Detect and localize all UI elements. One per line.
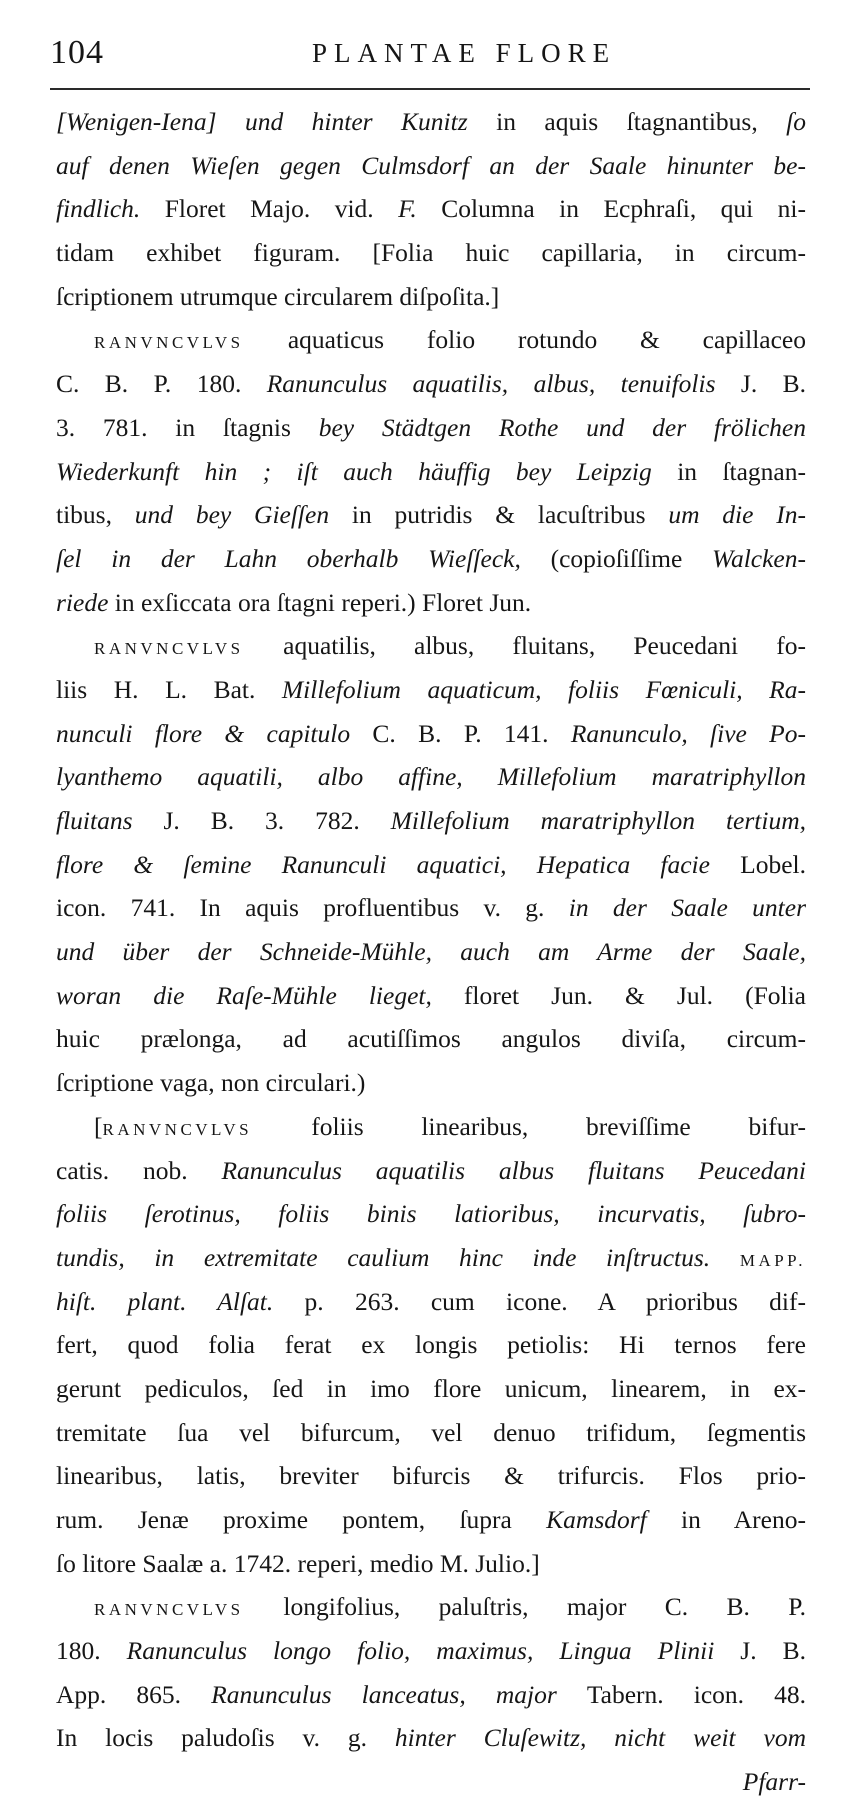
text-line — [56, 1585, 806, 1629]
italic-text: Walcken- — [712, 543, 806, 573]
text-line — [56, 1323, 806, 1367]
text-line — [56, 668, 806, 712]
text-line — [56, 1498, 806, 1542]
roman-text: liis H. L. Bat. — [56, 674, 282, 704]
roman-text: tremitate ſua vel bifurcum, vel denuo trifidum, ſegmentis — [56, 1417, 806, 1447]
page-number: 104 — [50, 34, 104, 71]
text-line — [56, 1367, 806, 1411]
italic-text: Ranunculus longo folio, maximus, Lingua Plinii — [126, 1636, 741, 1666]
roman-text: ſo litore Saalæ a. 1742. reperi, medio M. Julio.] — [56, 1548, 540, 1578]
text-line — [56, 144, 806, 188]
roman-text: catis. nob. — [56, 1155, 222, 1185]
text-line — [56, 1716, 806, 1760]
italic-text: Wiederkunft hin ; iſt auch häuffig bey Leipzig — [56, 456, 678, 486]
roman-text: C. B. P. 141. — [372, 718, 571, 748]
italic-text: Ranunculo, ſive Po- — [570, 718, 806, 748]
text-line — [56, 1105, 806, 1149]
text-line — [56, 1192, 806, 1236]
italic-text: Kamsdorf — [546, 1505, 682, 1534]
roman-text: in Areno- — [681, 1505, 806, 1534]
roman-text: tibus, — [56, 500, 135, 530]
text-line — [56, 318, 806, 362]
header-rule — [50, 88, 810, 90]
roman-text: In locis paludoſis v. g. — [56, 1723, 395, 1753]
text-line — [56, 1280, 806, 1324]
roman-text: J. B. 3. 782. — [163, 806, 391, 835]
roman-text: foliis linearibus, breviſſime bifur- — [311, 1111, 806, 1141]
text-line — [56, 1149, 806, 1193]
italic-text: tundis, in extremitate caulium hinc inde inſtructus. — [56, 1242, 740, 1272]
italic-text: und bey Gieſſen — [134, 500, 352, 530]
italic-text: findlich. — [56, 194, 165, 224]
text-body — [56, 100, 806, 1804]
roman-text: p. 263. cum icone. A prioribus dif- — [304, 1286, 806, 1316]
text-line — [56, 755, 806, 799]
text-line — [56, 1411, 806, 1455]
italic-text: um die In- — [668, 500, 806, 530]
text-line — [56, 231, 806, 275]
text-line — [56, 1760, 806, 1804]
text-line — [56, 624, 806, 668]
roman-text: 180. — [56, 1636, 127, 1666]
roman-text: huic prælonga, ad acutiſſimos angulos diviſa, circum- — [56, 1024, 806, 1054]
text-line — [56, 1673, 806, 1717]
roman-text: Tabern. icon. 48. — [586, 1679, 806, 1709]
roman-text: J. B. — [740, 1636, 806, 1666]
italic-text: Ranunculus aquatilis, albus, tenuifolis — [266, 369, 741, 399]
roman-text: C. B. P. 180. — [56, 369, 267, 399]
small-caps-name: RANVNCVLVS — [94, 639, 284, 659]
text-line — [56, 1542, 806, 1586]
roman-text: 3. 781. in ſtagnis — [56, 412, 319, 442]
text-line — [56, 406, 806, 450]
italic-text: hiſt. plant. Alſat. — [56, 1286, 305, 1316]
text-line — [56, 187, 806, 231]
roman-text: gerunt pediculos, ſed in imo flore unicum, linearem, in ex- — [56, 1373, 806, 1403]
roman-text: ſcriptione vaga, non circulari.) — [56, 1068, 366, 1098]
roman-text: aquaticus folio rotundo & capillaceo — [287, 325, 806, 355]
text-line — [56, 100, 806, 144]
roman-text: in exſiccata ora ſtagni reperi.) Floret Jun. — [114, 587, 532, 617]
roman-text: J. B. — [740, 369, 806, 399]
roman-text: icon. 741. In aquis profluentibus v. g. — [56, 893, 569, 923]
text-line — [56, 1454, 806, 1498]
text-line — [56, 886, 806, 930]
roman-text: ſcriptionem utrumque circularem diſpoſita.] — [56, 281, 500, 311]
roman-text: longifolius, paluſtris, major C. B. P. — [283, 1592, 806, 1622]
text-line — [56, 581, 806, 625]
italic-text: Ranunculus aquatilis albus fluitans Peucedani — [221, 1155, 806, 1185]
italic-text: und über der Schneide-Mühle, auch am Arme der Saale, — [56, 937, 806, 967]
roman-text: (copioſiſſime — [550, 543, 713, 573]
italic-text: riede — [56, 587, 115, 617]
italic-text: nunculi flore & capitulo — [56, 718, 373, 748]
text-line — [56, 930, 806, 974]
italic-text: ſel in der Lahn oberhalb Wieſſeck, — [56, 543, 551, 573]
italic-text: auf denen Wieſen gegen Culmsdorf an der Saale hinunter be- — [56, 150, 806, 180]
text-line — [56, 1061, 806, 1105]
italic-text: ſo — [786, 107, 806, 136]
italic-text: Millefolium maratriphyllon tertium, — [390, 806, 806, 835]
page-header — [50, 34, 810, 82]
text-line — [56, 799, 806, 843]
small-caps-name: MAPP. — [739, 1250, 806, 1270]
italic-text: fluitans — [56, 806, 164, 835]
text-line — [56, 275, 806, 319]
italic-text: hinter Cluſewitz, nicht weit vom — [394, 1723, 806, 1753]
italic-text: flore & ſemine Ranunculi aquatici, Hepatica facie — [56, 849, 741, 879]
roman-text: floret Jun. & Jul. (Folia — [463, 980, 806, 1010]
roman-text: [ — [94, 1111, 103, 1141]
roman-text: in ſtagnan- — [677, 456, 806, 486]
text-line — [56, 362, 806, 406]
text-line — [56, 1236, 806, 1280]
roman-text: tidam exhibet figuram. [Folia huic capillaria, in circum- — [56, 238, 806, 268]
italic-text: F. — [398, 194, 442, 224]
roman-text: rum. Jenæ proxime pontem, ſupra — [56, 1505, 547, 1534]
italic-text: Pfarr- — [742, 1767, 806, 1797]
text-line — [56, 1629, 806, 1673]
text-line — [56, 843, 806, 887]
small-caps-name: RANVNCVLVS — [94, 1600, 284, 1620]
text-line — [56, 537, 806, 581]
text-line — [56, 974, 806, 1018]
roman-text: in putridis & lacuſtribus — [351, 500, 669, 530]
italic-text: Ranunculus lanceatus, major — [211, 1679, 587, 1709]
roman-text: in aquis ſtagnantibus, — [496, 107, 787, 136]
small-caps-name: RANVNCVLVS — [94, 333, 288, 353]
italic-text: lyanthemo aquatili, albo affine, Millefolium maratriphyllon — [56, 762, 806, 792]
roman-text: fert, quod folia ferat ex longis petiolis: Hi ternos fere — [56, 1330, 806, 1360]
roman-text: App. 865. — [56, 1679, 212, 1709]
italic-text: woran die Raſe-Mühle lieget, — [56, 980, 464, 1010]
text-line — [56, 1017, 806, 1061]
roman-text: Floret Majo. vid. — [164, 194, 399, 224]
roman-text: Columna in Ecphraſi, qui ni- — [441, 194, 806, 224]
text-line — [56, 712, 806, 756]
text-line — [56, 493, 806, 537]
italic-text: Millefolium aquaticum, foliis Fœniculi, Ra- — [281, 674, 806, 704]
italic-text: foliis ſerotinus, foliis binis latioribus, incurvatis, ſubro- — [56, 1199, 806, 1229]
italic-text: bey Städtgen Rothe und der frölichen — [318, 412, 806, 442]
italic-text: in der Saale unter — [568, 893, 806, 923]
roman-text: aquatilis, albus, fluitans, Peucedani fo- — [283, 631, 806, 661]
small-caps-name: RANVNCVLVS — [102, 1119, 312, 1139]
roman-text: linearibus, latis, breviter bifurcis & trifurcis. Flos prio- — [56, 1461, 806, 1491]
running-title: PLANTAE FLORE — [312, 38, 617, 68]
italic-text: [Wenigen-Iena] und hinter Kunitz — [56, 107, 497, 136]
text-line — [56, 450, 806, 494]
roman-text: Lobel. — [740, 849, 806, 879]
